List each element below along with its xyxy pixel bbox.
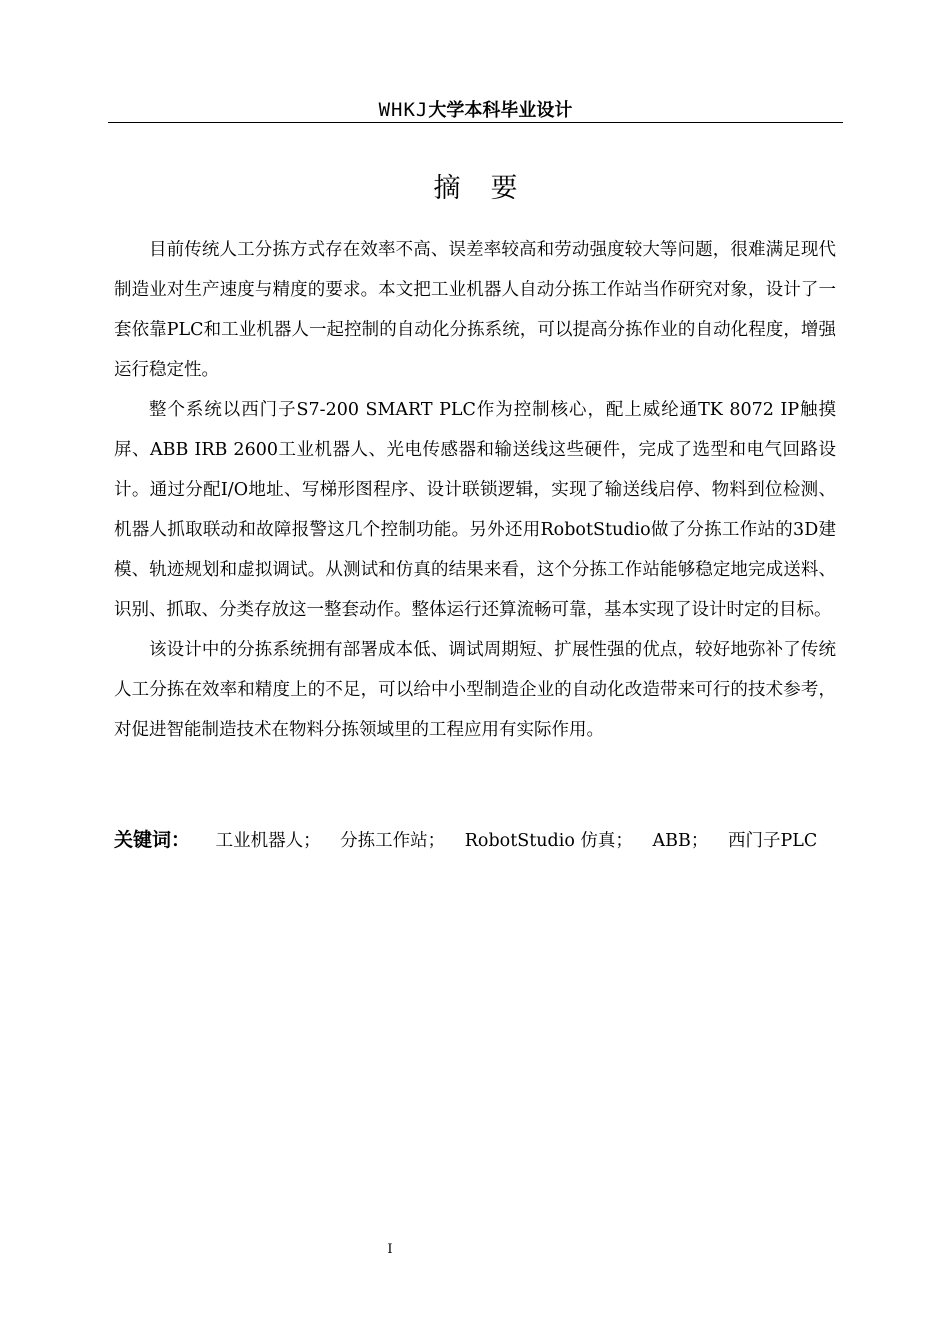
header-rule [108,122,843,123]
keywords-line [114,820,836,861]
keyword: 工业机器人； [215,831,321,851]
keyword: RobotStudio 仿真； [464,831,633,851]
keyword: 分拣工作站； [340,831,446,851]
header-title: 大学本科毕业设计 [428,100,573,121]
keyword: ABB； [652,831,709,851]
abstract-title: 摘要 [433,173,548,204]
paragraph: 目前传统人工分拣方式存在效率不高、误差率较高和劳动强度较大等问题，很难满足现代制造业对生产速度与精度的要求。本文把工业机器人自动分拣工作站当作研究对象，设计了一套依靠PLC和工业机器人一起控制的自动化分拣系统，可以提高分拣作业的自动化程度，增强运行稳定性。 [114,240,836,380]
abstract-body [114,230,836,750]
paragraph: 整个系统以西门子S7-200 SMART PLC作为控制核心，配上威纶通TK 8072 IP触摸屏、ABB IRB 2600工业机器人、光电传感器和输送线这些硬件，完成了选型和电气回路设计。通过分配I/O地址、写梯形图程序、设计联锁逻辑，实现了输送线启停、物料到位检测、机器人抓取联动和故障报警这几个控制功能。另外还用RobotStudio做了分拣工作站的3D建模、轨迹规划和虚拟调试。从测试和仿真的结果来看，这个分拣工作站能够稳定地完成送料、识别、抓取、分类存放这一整套动作。整体运行还算流畅可靠，基本实现了设计时定的目标。 [114,400,836,620]
page-header [108,96,843,122]
keywords-label: 关键词： [114,829,191,851]
page-number: I [387,1242,393,1257]
header-org: WHKJ [378,99,429,121]
paragraph: 该设计中的分拣系统拥有部署成本低、调试周期短、扩展性强的优点，较好地弥补了传统人工分拣在效率和精度上的不足，可以给中小型制造企业的自动化改造带来可行的技术参考，对促进智能制造技术在物料分拣领域里的工程应用有实际作用。 [114,640,836,740]
keyword: 西门子PLC [727,831,818,851]
